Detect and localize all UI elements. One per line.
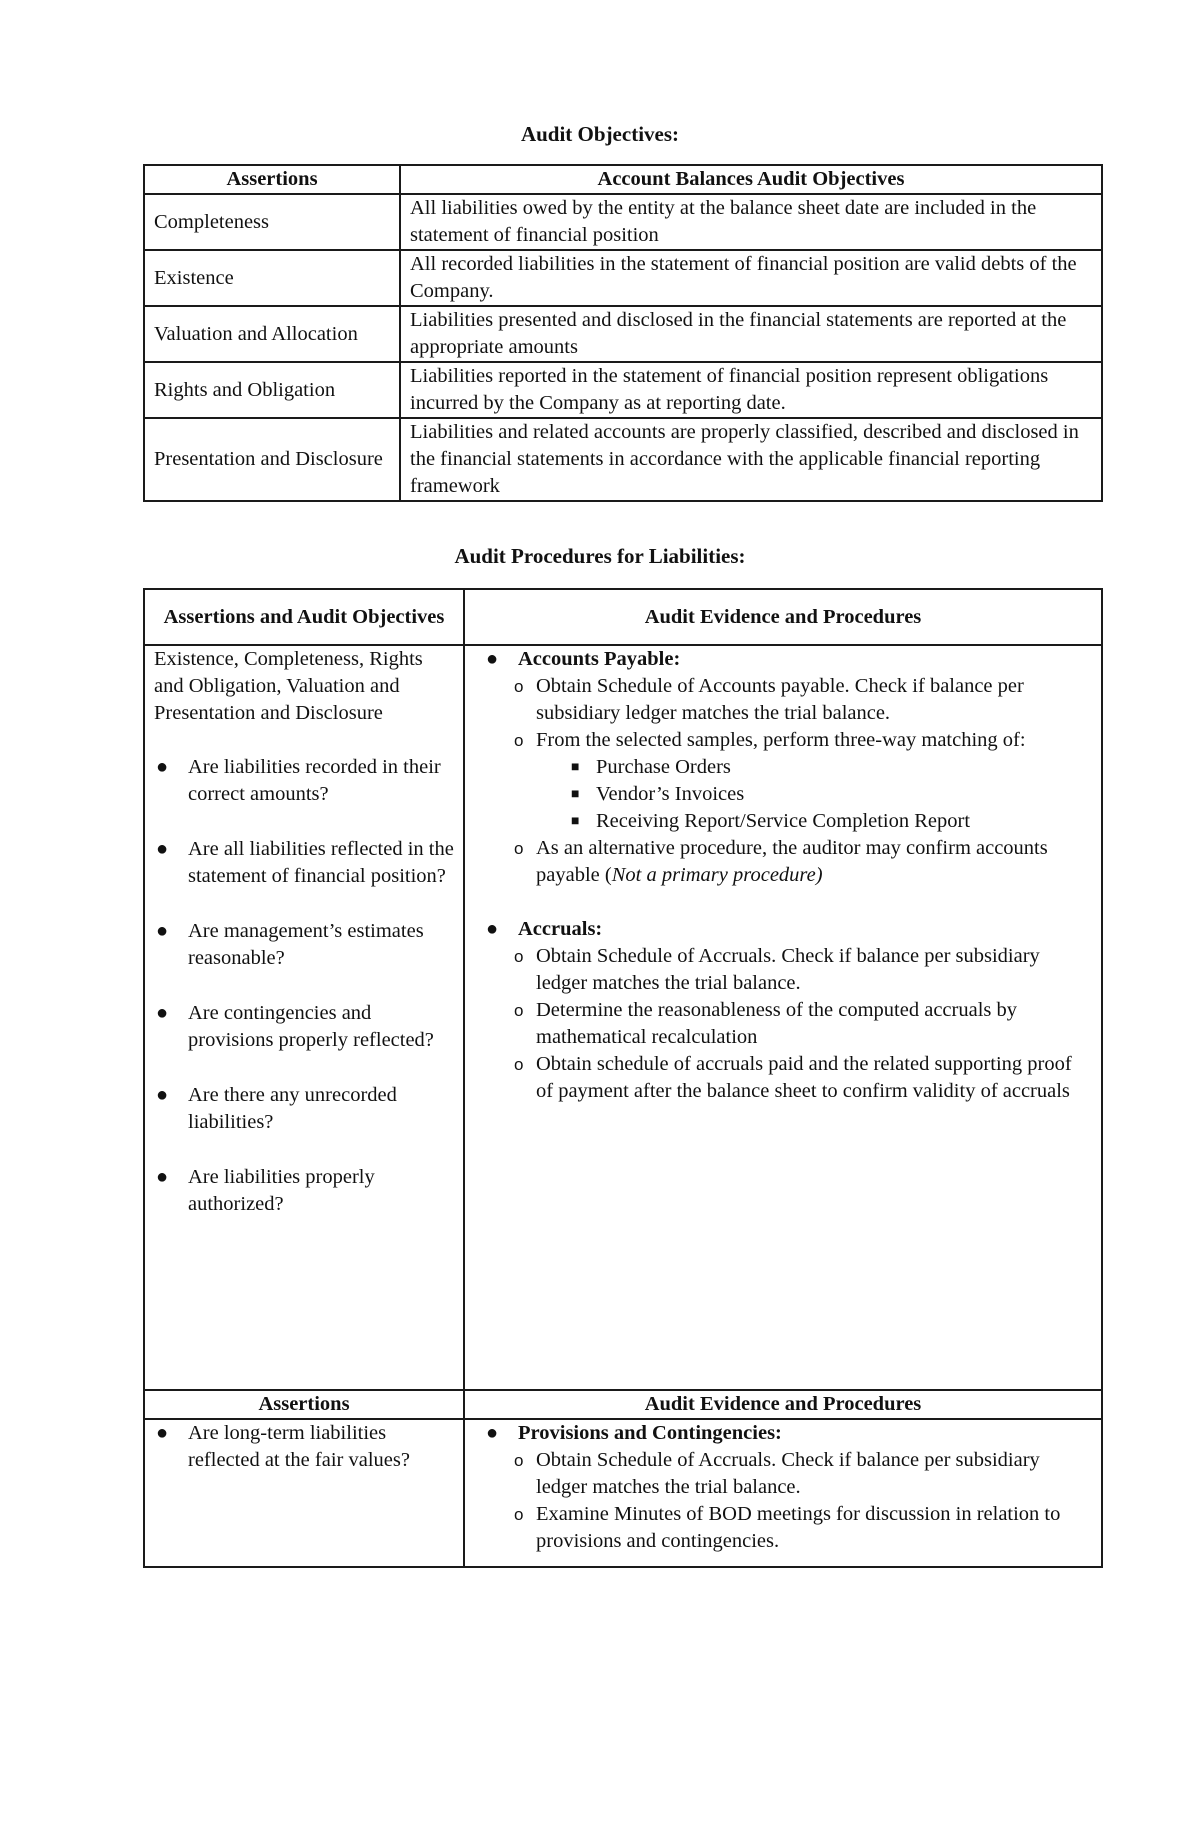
assertion-cell: Presentation and Disclosure [144, 418, 400, 501]
list-item [154, 1420, 454, 1474]
list-item [474, 835, 1092, 889]
table-row [144, 306, 1102, 362]
bullet-icon: ● [156, 756, 169, 778]
document-text: Vendor’s Invoices [596, 783, 745, 805]
evidence-cell [464, 1419, 1102, 1567]
circle-bullet-icon: o [514, 1001, 524, 1020]
question-list [154, 754, 454, 1218]
list-item [154, 754, 454, 808]
procedure-text: Examine Minutes of BOD meetings for discussion in relation to provisions and contingencies. [536, 1503, 1061, 1552]
audit-objectives-table [143, 164, 1103, 502]
accounts-payable-list-continued [474, 835, 1092, 889]
table-row [144, 250, 1102, 306]
table-row [144, 362, 1102, 418]
bullet-icon: ● [486, 648, 499, 670]
bullet-icon: ● [156, 838, 169, 860]
procedure-text: Obtain Schedule of Accruals. Check if balance per subsidiary ledger matches the trial balance. [536, 945, 1040, 994]
accruals-list [474, 943, 1092, 1105]
accounts-payable-list [474, 673, 1092, 754]
square-bullet-icon: ■ [571, 760, 580, 775]
circle-bullet-icon: o [514, 677, 524, 696]
accounts-payable-heading: Accounts Payable: [518, 648, 681, 670]
circle-bullet-icon: o [514, 1505, 524, 1524]
header-objectives: Account Balances Audit Objectives [400, 165, 1102, 194]
bullet-icon: ● [486, 918, 499, 940]
list-item [474, 997, 1092, 1051]
header-assertions: Assertions [144, 165, 400, 194]
circle-bullet-icon: o [514, 1451, 524, 1470]
square-bullet-icon: ■ [571, 814, 580, 829]
objective-cell: Liabilities reported in the statement of financial position represent obligations incurred by the Company as at reporting date. [400, 362, 1102, 418]
objective-cell: All liabilities owed by the entity at the balance sheet date are included in the statement of financial position [400, 194, 1102, 250]
provisions-list [474, 1447, 1092, 1555]
question-text: Are contingencies and provisions properly reflected? [188, 1002, 434, 1051]
list-item [474, 673, 1092, 727]
table-row [144, 645, 1102, 1390]
assertion-cell: Completeness [144, 194, 400, 250]
header-evidence: Audit Evidence and Procedures [464, 589, 1102, 645]
bullet-icon: ● [486, 1422, 499, 1444]
list-item [474, 754, 1092, 781]
square-bullet-icon: ■ [571, 787, 580, 802]
list-item [474, 808, 1092, 835]
question-text: Are long-term liabilities reflected at the fair values? [188, 1422, 410, 1471]
procedure-text: As an alternative procedure, the auditor may confirm accounts payable ( [536, 837, 1048, 886]
question-list [154, 1420, 454, 1474]
objective-cell: Liabilities and related accounts are properly classified, described and disclosed in the financial statements in accordance with the applicable financial reporting framework [400, 418, 1102, 501]
audit-procedures-table [143, 588, 1103, 1568]
procedure-text: Determine the reasonableness of the computed accruals by mathematical recalculation [536, 999, 1017, 1048]
list-item [474, 1501, 1092, 1555]
header-assertions: Assertions [144, 1390, 464, 1419]
audit-objectives-title: Audit Objectives: [520, 122, 680, 146]
accruals-section [474, 916, 1092, 943]
table-header-row [144, 1390, 1102, 1419]
procedure-note: Not a primary procedure) [611, 864, 823, 886]
assertion-cell: Existence [144, 250, 400, 306]
table-row [144, 418, 1102, 501]
header-assertions-objectives: Assertions and Audit Objectives [144, 589, 464, 645]
circle-bullet-icon: o [514, 839, 524, 858]
circle-bullet-icon: o [514, 731, 524, 750]
accounts-payable-section [474, 646, 1092, 673]
procedure-text: Obtain Schedule of Accruals. Check if balance per subsidiary ledger matches the trial balance. [536, 1449, 1040, 1498]
assertions-cell [144, 1419, 464, 1567]
table-row [144, 1419, 1102, 1567]
evidence-cell [464, 645, 1102, 1390]
question-text: Are there any unrecorded liabilities? [188, 1084, 397, 1133]
objective-cell: Liabilities presented and disclosed in the financial statements are reported at the appropriate amounts [400, 306, 1102, 362]
assertions-intro: Existence, Completeness, Rights and Obligation, Valuation and Presentation and Disclosure [154, 648, 423, 724]
list-item [474, 727, 1092, 754]
bullet-icon: ● [156, 1422, 169, 1444]
accruals-heading: Accruals: [518, 918, 603, 940]
document-text: Receiving Report/Service Completion Report [596, 810, 971, 832]
bullet-icon: ● [156, 1002, 169, 1024]
question-text: Are management’s estimates reasonable? [188, 920, 424, 969]
three-way-documents-list [474, 754, 1092, 835]
audit-procedures-title: Audit Procedures for Liabilities: [454, 544, 746, 568]
circle-bullet-icon: o [514, 947, 524, 966]
list-item [154, 1164, 454, 1218]
circle-bullet-icon: o [514, 1055, 524, 1074]
question-text: Are liabilities recorded in their correct amounts? [188, 756, 441, 805]
list-item [474, 1447, 1092, 1501]
list-item [154, 1082, 454, 1136]
bullet-icon: ● [156, 1166, 169, 1188]
assertion-cell: Rights and Obligation [144, 362, 400, 418]
objective-cell: All recorded liabilities in the statement of financial position are valid debts of the Company. [400, 250, 1102, 306]
procedure-text: Obtain Schedule of Accounts payable. Check if balance per subsidiary ledger matches the trial balance. [536, 675, 1024, 724]
list-item [154, 836, 454, 890]
table-row [144, 194, 1102, 250]
provisions-section [474, 1420, 1092, 1447]
list-item [474, 1051, 1092, 1105]
list-item [474, 781, 1092, 808]
assertions-cell [144, 645, 464, 1390]
provisions-heading: Provisions and Contingencies: [518, 1422, 782, 1444]
list-item [154, 1000, 454, 1054]
assertion-cell: Valuation and Allocation [144, 306, 400, 362]
table-header-row [144, 589, 1102, 645]
question-text: Are all liabilities reflected in the statement of financial position? [188, 838, 454, 887]
bullet-icon: ● [156, 1084, 169, 1106]
document-text: Purchase Orders [596, 756, 731, 778]
list-item [474, 943, 1092, 997]
list-item [154, 918, 454, 972]
procedure-text: Obtain schedule of accruals paid and the related supporting proof of payment after the balance sheet to confirm validity of accruals [536, 1053, 1072, 1102]
table-header-row [144, 165, 1102, 194]
procedure-text: From the selected samples, perform three-way matching of: [536, 729, 1026, 751]
bullet-icon: ● [156, 920, 169, 942]
header-evidence: Audit Evidence and Procedures [464, 1390, 1102, 1419]
question-text: Are liabilities properly authorized? [188, 1166, 375, 1215]
